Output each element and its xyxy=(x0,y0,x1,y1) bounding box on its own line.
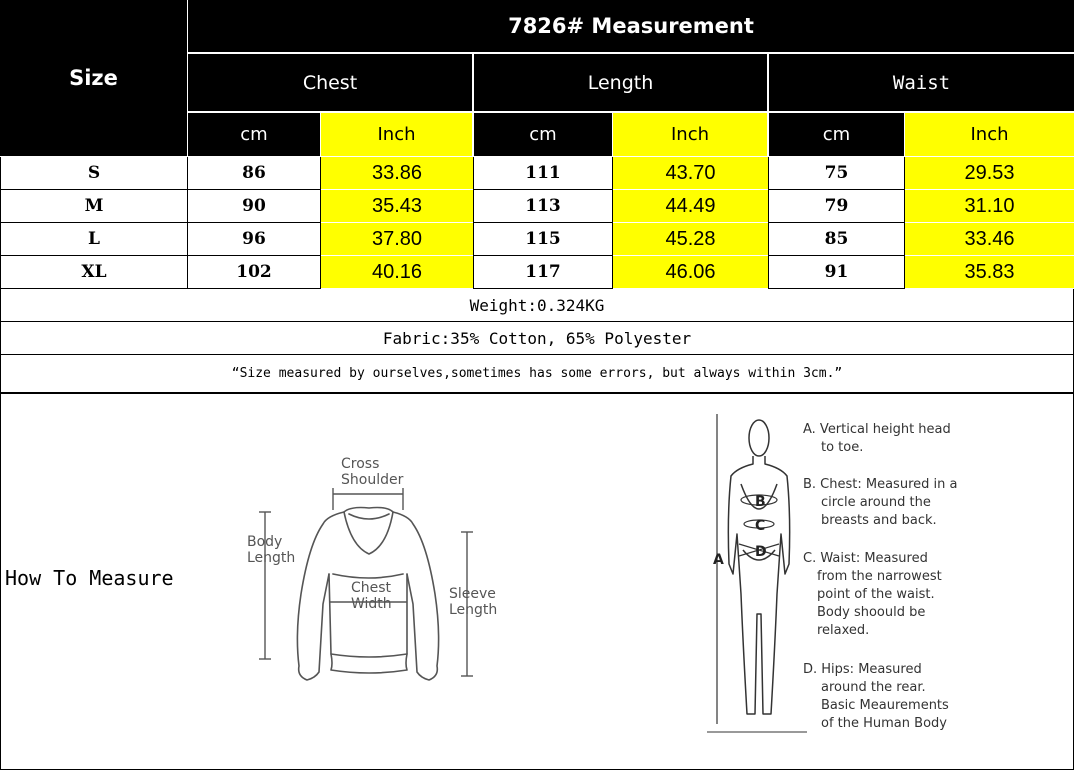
note-d: D. Hips: Measured around the rear. Basic Meaurements of the Human Body xyxy=(803,662,949,731)
size-cell: XL xyxy=(0,256,188,289)
letter-b: B xyxy=(755,494,766,510)
waist-cm-cell: 79 xyxy=(768,190,905,223)
waist-inch-header: Inch xyxy=(905,113,1074,156)
length-cm-cell: 113 xyxy=(473,190,613,223)
length-cm-cell: 115 xyxy=(473,223,613,256)
length-inch-cell: 46.06 xyxy=(613,256,768,288)
note-row: “Size measured by ourselves,sometimes has some errors, but always within 3cm.” xyxy=(0,355,1074,393)
fabric-row: Fabric:35% Cotton, 65% Polyester xyxy=(0,322,1074,355)
group-length-header: Length xyxy=(474,54,767,111)
letter-c: C xyxy=(755,518,766,534)
waist-cm-cell: 85 xyxy=(768,223,905,256)
sleeve-length-label: Sleeve xyxy=(449,586,496,602)
garment-diagram xyxy=(241,454,511,694)
note-c: C. Waist: Measured from the narrowest point of the waist. Body shoould be relaxed. xyxy=(803,551,942,638)
chest-cm-cell: 96 xyxy=(188,223,321,256)
chart-title: 7826# Measurement xyxy=(188,0,1074,52)
size-header: Size xyxy=(0,0,187,156)
chest-width-label: Width xyxy=(351,596,392,612)
note-a: A. Vertical height head to toe. xyxy=(803,422,951,455)
letter-a: A xyxy=(713,552,724,568)
length-inch-cell: 43.70 xyxy=(613,157,768,189)
sleeve-length-label: Length xyxy=(449,602,498,618)
how-to-measure-section xyxy=(0,393,1074,770)
body-length-label: Body xyxy=(247,534,283,550)
waist-inch-cell: 35.83 xyxy=(905,256,1074,288)
waist-inch-cell: 33.46 xyxy=(905,223,1074,255)
chest-cm-header: cm xyxy=(188,113,320,156)
length-cm-cell: 117 xyxy=(473,256,613,289)
waist-cm-cell: 91 xyxy=(768,256,905,289)
waist-inch-cell: 31.10 xyxy=(905,190,1074,222)
chest-inch-cell: 35.43 xyxy=(321,190,473,222)
group-waist-header: Waist xyxy=(769,54,1074,111)
cross-shoulder-label: Cross xyxy=(341,456,380,472)
note-b: B. Chest: Measured in a circle around the breasts and back. xyxy=(803,477,958,528)
chest-inch-header: Inch xyxy=(321,113,472,156)
body-figure-diagram xyxy=(707,414,807,744)
body-length-label: Length xyxy=(247,550,296,566)
length-inch-cell: 45.28 xyxy=(613,223,768,255)
cross-shoulder-label: Shoulder xyxy=(341,472,404,488)
chest-inch-cell: 37.80 xyxy=(321,223,473,255)
size-cell: S xyxy=(0,157,188,190)
length-inch-header: Inch xyxy=(613,113,767,156)
weight-row: Weight:0.324KG xyxy=(0,289,1074,322)
waist-cm-cell: 75 xyxy=(768,157,905,190)
size-cell: L xyxy=(0,223,188,256)
length-inch-cell: 44.49 xyxy=(613,190,768,222)
waist-inch-cell: 29.53 xyxy=(905,157,1074,189)
waist-cm-header: cm xyxy=(769,113,904,156)
size-cell: M xyxy=(0,190,188,223)
chest-inch-cell: 40.16 xyxy=(321,256,473,288)
length-cm-header: cm xyxy=(474,113,612,156)
group-chest-header: Chest xyxy=(188,54,472,111)
how-to-measure-heading: How To Measure xyxy=(5,566,174,590)
chest-cm-cell: 102 xyxy=(188,256,321,289)
chest-cm-cell: 90 xyxy=(188,190,321,223)
length-cm-cell: 111 xyxy=(473,157,613,190)
letter-d: D xyxy=(755,544,767,560)
chest-inch-cell: 33.86 xyxy=(321,157,473,189)
chest-width-label: Chest xyxy=(351,580,392,596)
chest-cm-cell: 86 xyxy=(188,157,321,190)
